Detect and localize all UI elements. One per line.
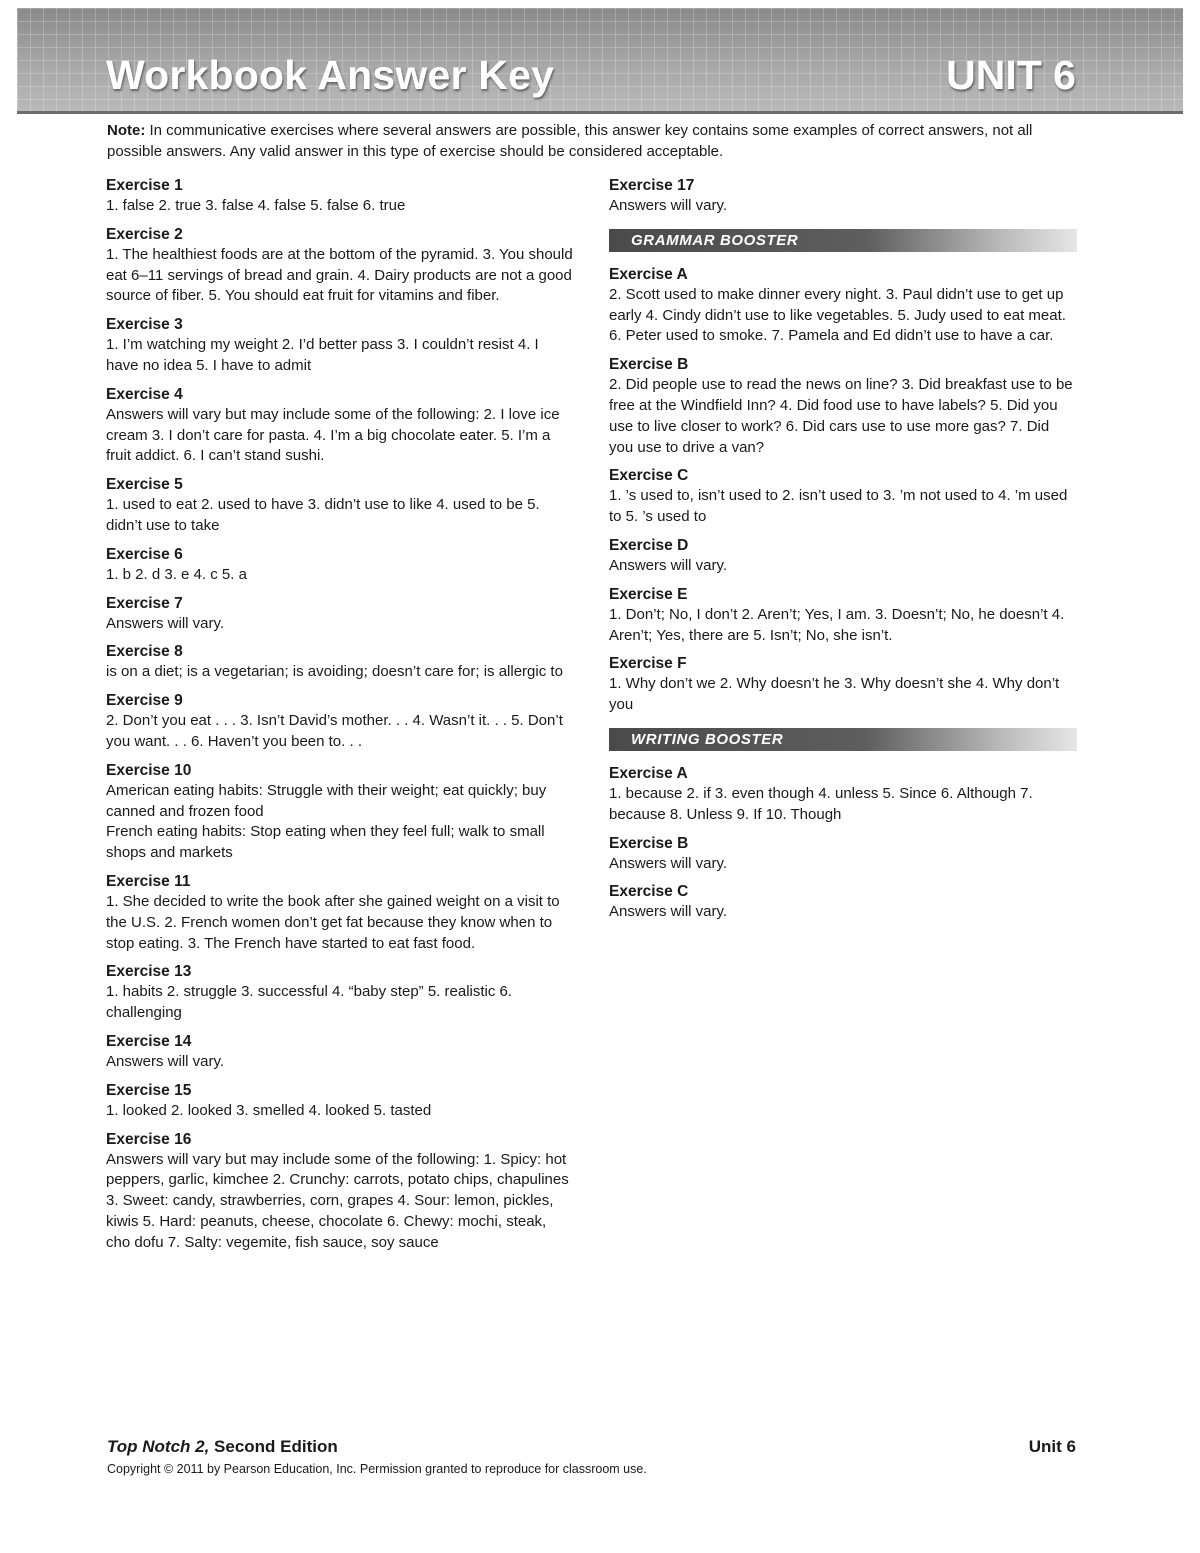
- exercise-title: Exercise D: [609, 536, 689, 554]
- page-title: Workbook Answer Key: [106, 52, 555, 98]
- exercise-block: [106, 1031, 574, 1073]
- exercise-answers: 1. false 2. true 3. false 4. false 5. false 6. true: [106, 197, 406, 214]
- exercise-block: [609, 264, 1077, 347]
- exercise-block: [106, 593, 574, 635]
- exercise-title: Exercise C: [609, 883, 689, 901]
- exercise-answers: 2. Scott used to make dinner every night. 3. Paul didn’t use to get up early 4. Cindy didn’t use to like vegetables. 5. Judy used to eat meat. 6. Peter used to smoke. 7. Pamela and Ed didn’t use to have a car.: [609, 285, 1066, 345]
- exercise-title: Exercise 13: [106, 963, 192, 981]
- book-title: Top Notch 2,: [107, 1437, 210, 1456]
- exercise-block: [609, 763, 1077, 826]
- exercise-answers: Answers will vary.: [609, 903, 728, 921]
- exercise-answers: 2. Don’t you eat . . . 3. Isn’t David’s mother. . . 4. Wasn’t it. . . 5. Don’t you want. . . 6. Haven’t you been to. . .: [106, 712, 563, 750]
- exercise-block: [609, 653, 1077, 716]
- exercise-block: [106, 175, 574, 217]
- exercise-answers: 1. Why don’t we 2. Why doesn’t he 3. Why doesn’t she 4. Why don’t you: [609, 675, 1060, 714]
- exercise-answers: Answers will vary.: [609, 197, 728, 214]
- exercise-title: Exercise 2: [106, 225, 183, 243]
- exercise-block: [609, 881, 1077, 923]
- note-paragraph: [107, 120, 1057, 162]
- exercise-title: Exercise B: [609, 356, 689, 374]
- exercise-block: [106, 760, 574, 864]
- exercise-answers: Answers will vary but may include some of the following: 2. I love ice cream 3. I don’t care for pasta. 4. I’m a big chocolate eater. 5. I’m a fruit addict. 6. I can’t stand sushi.: [106, 405, 560, 465]
- exercise-title: Exercise A: [609, 265, 688, 283]
- exercise-title: Exercise 5: [106, 476, 183, 494]
- exercise-title: Exercise 17: [609, 177, 695, 194]
- exercise-block: [106, 314, 574, 377]
- copyright-notice: Copyright © 2011 by Pearson Education, Inc. Permission granted to reproduce for classroom use.: [107, 1462, 647, 1476]
- exercise-title: Exercise 10: [106, 761, 192, 779]
- exercise-answers: 1. b 2. d 3. e 4. c 5. a: [106, 565, 247, 583]
- exercise-block: [106, 544, 574, 586]
- exercise-answers: Answers will vary.: [106, 1052, 225, 1070]
- exercise-title: Exercise B: [609, 834, 689, 852]
- exercise-title: Exercise E: [609, 585, 688, 603]
- exercise-title: Exercise 14: [106, 1032, 192, 1050]
- exercise-answers: Answers will vary.: [609, 854, 728, 872]
- page-header: [17, 8, 1183, 114]
- exercise-answers: 1. habits 2. struggle 3. successful 4. “baby step” 5. realistic 6. challenging: [106, 983, 513, 1022]
- exercise-block: [609, 175, 1077, 217]
- exercise-block: [106, 690, 574, 753]
- exercise-title: Exercise 16: [106, 1130, 192, 1148]
- exercise-answers: 1. because 2. if 3. even though 4. unless 5. Since 6. Although 7. because 8. Unless 9. If 10. Though: [609, 784, 1033, 823]
- exercise-title: Exercise 6: [106, 545, 183, 563]
- exercise-answers: 1. used to eat 2. used to have 3. didn’t use to like 4. used to be 5. didn’t use to take: [106, 496, 540, 534]
- exercise-answers: American eating habits: Struggle with their weight; eat quickly; buy canned and frozen food French eating habits: Stop eating when they feel full; walk to small shops and markets: [106, 781, 547, 862]
- note-text: In communicative exercises where several answers are possible, this answer key contains some examples of correct answers, not all possible answers. Any valid answer in this type of exercise should be considered acceptable.: [107, 122, 1033, 160]
- footer-book-title: [107, 1437, 338, 1457]
- exercise-block: [609, 833, 1077, 875]
- exercise-title: Exercise 4: [106, 385, 183, 403]
- exercise-title: Exercise 11: [106, 872, 191, 890]
- exercise-title: Exercise 1: [106, 177, 183, 194]
- exercise-block: [609, 465, 1077, 528]
- exercise-block: [106, 474, 574, 537]
- exercise-block: [106, 1129, 574, 1254]
- exercise-title: Exercise 7: [106, 594, 183, 612]
- exercise-answers: 1. I’m watching my weight 2. I’d better pass 3. I couldn’t resist 4. I have no idea 5. I have to admit: [106, 336, 539, 374]
- exercise-title: Exercise 3: [106, 316, 183, 334]
- exercise-answers: 1. She decided to write the book after she gained weight on a visit to the U.S. 2. French women don’t get fat because they know when to stop eating. 3. The French have started to eat fast food.: [106, 892, 560, 952]
- exercise-title: Exercise C: [609, 467, 689, 485]
- exercise-answers: 1. ’s used to, isn’t used to 2. isn’t used to 3. ’m not used to 4. ’m used to 5. ’s used to: [609, 487, 1068, 526]
- exercise-block: [106, 1080, 574, 1122]
- exercise-title: Exercise A: [609, 764, 688, 782]
- exercise-answers: Answers will vary but may include some of the following: 1. Spicy: hot peppers, garlic, kimchee 2. Crunchy: carrots, potato chips, chapulines 3. Sweet: candy, strawberries, corn, grapes 4. Sour: lemon, pickles, kiwis 5. Hard: peanuts, cheese, chocolate 6. Chewy: mochi, steak, cho dofu 7. Salty: vegemite, fish sauce, soy sauce: [106, 1150, 569, 1251]
- book-edition: Second Edition: [209, 1437, 338, 1456]
- exercise-answers: 1. Don’t; No, I don’t 2. Aren’t; Yes, I am. 3. Doesn’t; No, he doesn’t 4. Aren’t; Yes, there are 5. Isn’t; No, she isn’t.: [609, 605, 1065, 644]
- exercise-title: Exercise 8: [106, 643, 183, 661]
- exercise-block: [609, 535, 1077, 577]
- exercise-answers: Answers will vary.: [609, 556, 728, 574]
- exercise-block: [106, 384, 574, 467]
- exercise-title: Exercise 15: [106, 1081, 192, 1099]
- exercise-answers: Answers will vary.: [106, 614, 225, 632]
- unit-label: UNIT 6: [946, 52, 1076, 98]
- exercise-block: [609, 584, 1077, 647]
- exercise-block: [106, 871, 574, 954]
- exercise-title: Exercise 9: [106, 692, 183, 710]
- exercise-title: Exercise F: [609, 655, 687, 673]
- writing-booster-banner: WRITING BOOSTER: [609, 728, 1077, 751]
- exercise-answers: 2. Did people use to read the news on line? 3. Did breakfast use to be free at the Windfield Inn? 4. Did food use to have labels? 5. Did you use to live closer to work? 6. Did cars use to use more gas? 7. Did you use to drive a van?: [609, 376, 1073, 456]
- left-column: [106, 175, 574, 1261]
- grammar-booster-banner: GRAMMAR BOOSTER: [609, 229, 1077, 252]
- exercise-block: [106, 641, 574, 683]
- exercise-block: [106, 224, 574, 307]
- right-column: [609, 175, 1077, 930]
- exercise-block: [609, 354, 1077, 458]
- note-label: Note:: [107, 122, 146, 139]
- exercise-answers: 1. looked 2. looked 3. smelled 4. looked 5. tasted: [106, 1101, 432, 1119]
- footer-unit: Unit 6: [1028, 1437, 1076, 1456]
- exercise-block: [106, 961, 574, 1024]
- exercise-answers: 1. The healthiest foods are at the bottom of the pyramid. 3. You should eat 6–11 servings of bread and grain. 4. Dairy products are not a good source of fiber. 5. You should eat fruit for vitamins and fiber.: [106, 245, 573, 305]
- exercise-answers: is on a diet; is a vegetarian; is avoiding; doesn’t care for; is allergic to: [106, 663, 563, 681]
